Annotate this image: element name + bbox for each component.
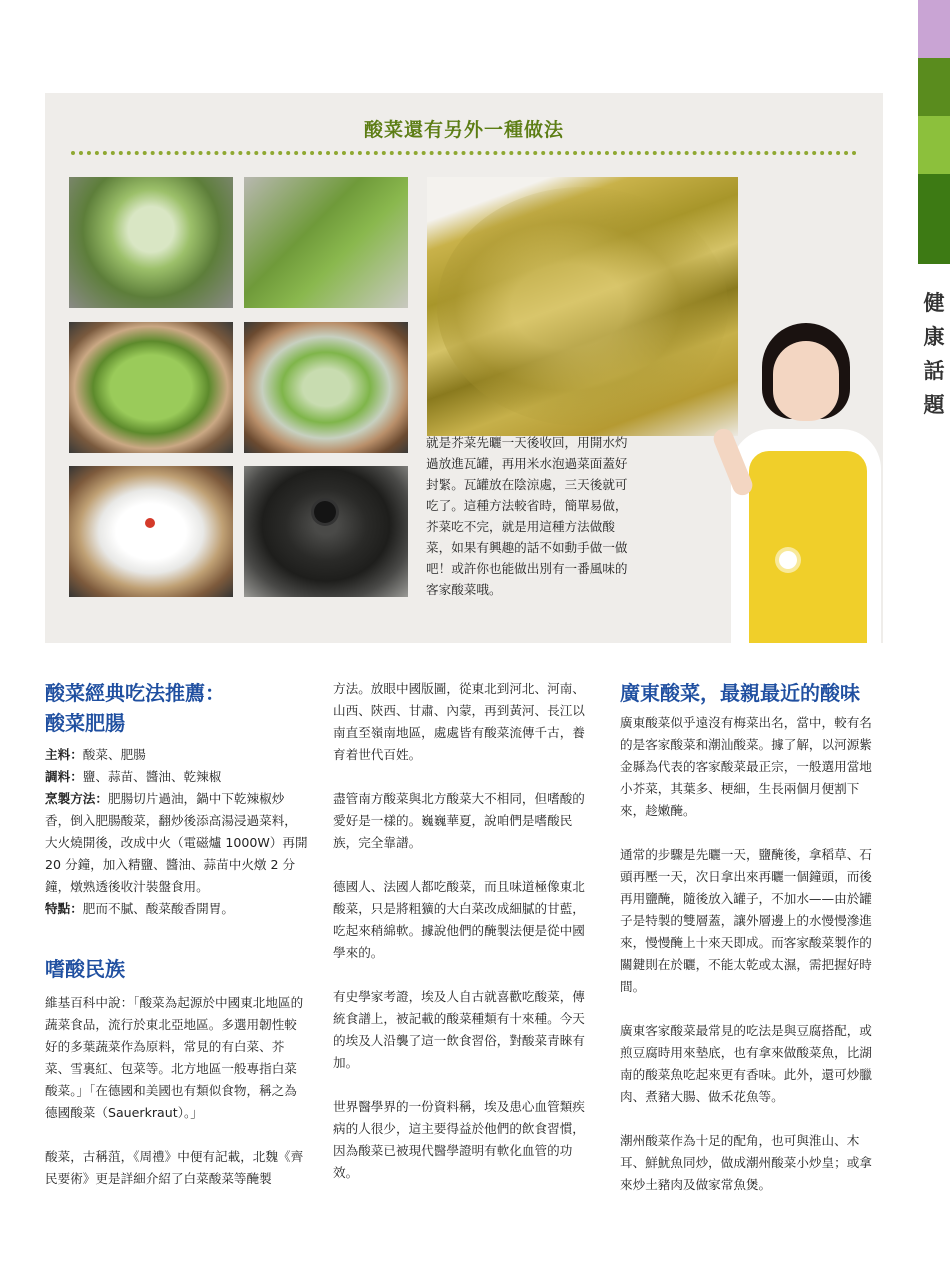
photo-blanching-greens [69, 177, 233, 308]
section-number: 11 [926, 268, 942, 281]
plate-shape [437, 187, 728, 426]
paragraph: 世界醫學界的一份資料稱，埃及患心血管類疾病的人很少，這主要得益於他們的飲食習慣，因為酸菜已被現代醫學證明有軟化血管的功效。 [333, 1099, 585, 1180]
photo-greens-soaking [244, 322, 408, 453]
heading-line: 酸菜經典吃法推薦： [45, 681, 225, 705]
photo-pickled-mustard-greens [427, 177, 738, 436]
heading-guangdong-sauerkraut: 廣東酸菜，最親最近的酸味 [620, 681, 860, 705]
value: 肥腸切片過油，鍋中下乾辣椒炒香，倒入肥腸酸菜，翻炒後添高湯浸過菜料，大火燒開後，改成中火（電磁爐 1000W）再開 20 分鐘，加入精鹽、醬油、蒜苗中火燉 2 分鐘，燉熟透後收汁裝盤食用。 [45, 791, 308, 894]
photo-sealed-lid [244, 466, 408, 597]
edge-tab-purple [918, 0, 950, 58]
presenter-face [773, 341, 839, 421]
features [45, 898, 309, 920]
column-1-body [45, 992, 309, 1190]
main-ingredients [45, 744, 309, 766]
section-label-char: 健 [923, 290, 945, 315]
paragraph: 酸菜，古稱菹，《周禮》中便有記載，北魏《齊民要術》更是詳細介紹了白菜酸菜等醃製 [45, 1149, 304, 1186]
column-3-body [620, 712, 884, 1196]
value: 肥而不膩、酸菜酸香開胃。 [82, 901, 234, 916]
cooking-method [45, 788, 309, 898]
recipe-panel [45, 93, 883, 643]
edge-tab-section [918, 174, 950, 264]
heading-sour-loving-nation: 嗜酸民族 [45, 957, 125, 981]
paragraph: 有史學家考證，埃及人自古就喜歡吃酸菜，傳統食譜上，被記載的酸菜種類有十來種。今天的埃及人沿襲了這一飲食習俗，對酸菜青睞有加。 [333, 989, 585, 1070]
panel-text: 就是芥菜先曬一天後收回，用開水灼過放進瓦罐，再用米水泡過菜面蓋好封緊。瓦罐放在陰涼處，三天後就可吃了。這種方法較省時，簡單易做，芥菜吃不完，就是用這種方法做酸菜，如果有興趣的話不如動手做一做吧！或許你也能做出別有一番風味的客家酸菜哦。 [426, 435, 628, 597]
value: 酸菜、肥腸 [82, 747, 146, 762]
plate-logo-mark [145, 518, 155, 528]
presenter-illustration [709, 319, 883, 643]
label: 調料： [45, 769, 83, 784]
paragraph: 廣東酸菜似乎遠沒有梅菜出名，當中，較有名的是客家酸菜和潮汕酸菜。據了解，以河源紫金縣為代表的客家酸菜最正宗，一般選用當地小芥菜，其葉多、梗細，生長兩個月便割下來，趁嫩醃。 [620, 715, 872, 818]
heading-classic-recipe [45, 678, 315, 738]
edge-tab-dark-green [918, 58, 950, 116]
photo-blanched-greens-tray [244, 177, 408, 308]
paragraph: 潮州酸菜作為十足的配角，也可與淮山、木耳、鮮魷魚同炒，做成潮州酸菜小炒皇；或拿來炒土豬肉及做家常魚煲。 [620, 1133, 872, 1192]
lid-knob [314, 501, 336, 523]
paragraph: 通常的步驟是先曬一天，鹽醃後，拿稻草、石頭再壓一天，次日拿出來再曬一個鐘頭，而後再用鹽醃，隨後放入罐子，不加水——由於罐子是特製的雙層蓋，讓外層邊上的水慢慢滲進來，慢慢醃上十來天即成。而客家酸菜製作的關鍵則在於曬，不能太乾或太濕，需把握好時間。 [620, 847, 872, 994]
value: 鹽、蒜苗、醬油、乾辣椒 [82, 769, 222, 784]
section-label-char: 康 [923, 324, 945, 349]
presenter-apron [749, 451, 867, 643]
dotted-divider [71, 151, 857, 155]
section-label-char: 話 [923, 358, 945, 383]
paragraph: 德國人、法國人都吃酸菜，而且味道極像東北酸菜，只是將粗獷的大白菜改成細膩的甘藍，吃起來稍綿軟。據說他們的醃製法便是從中國學來的。 [333, 879, 585, 960]
paragraph: 方法。放眼中國版圖，從東北到河北、河南、山西、陝西、甘肅、內蒙，再到黃河、長江以南直至嶺南地區，處處皆有酸菜流傳千古，養育着世代百姓。 [333, 681, 585, 762]
label: 主料： [45, 747, 83, 762]
edge-tab-light-green [918, 116, 950, 174]
paragraph: 維基百科中說：「酸菜為起源於中國東北地區的蔬菜食品，流行於東北亞地區。多選用韌性較好的多葉蔬菜作為原料，常見的有白菜、芥菜、雪裏紅、包菜等。北方地區一般專指白菜酸菜。」「在德國和美國也有類似食物，稱之為德國酸菜（Sauerkraut）。」 [45, 995, 304, 1120]
photo-plate-covering [69, 466, 233, 597]
column-2-body [333, 678, 597, 1184]
section-label-char: 題 [923, 392, 945, 417]
paragraph: 廣東客家酸菜最常見的吃法是與豆腐搭配，或煎豆腐時用來墊底，也有拿來做酸菜魚，比湖南的酸菜魚吃起來更有香味。此外，還可炒臘肉、煮豬大腸、做禾花魚等。 [620, 1023, 872, 1104]
paragraph: 盡管南方酸菜與北方酸菜大不相同，但嗜酸的愛好是一樣的。巍巍華夏，說咱們是嗜酸民族，完全靠譜。 [333, 791, 585, 850]
seasonings [45, 766, 309, 788]
photo-greens-in-pot [69, 322, 233, 453]
panel-title: 酸菜還有另外一種做法 [363, 119, 564, 141]
section-label [918, 286, 950, 422]
label: 特點： [45, 901, 83, 916]
label: 烹製方法： [45, 791, 108, 806]
apron-flower [779, 551, 797, 569]
recipe-details [45, 744, 309, 920]
heading-line: 酸菜肥腸 [45, 711, 125, 735]
